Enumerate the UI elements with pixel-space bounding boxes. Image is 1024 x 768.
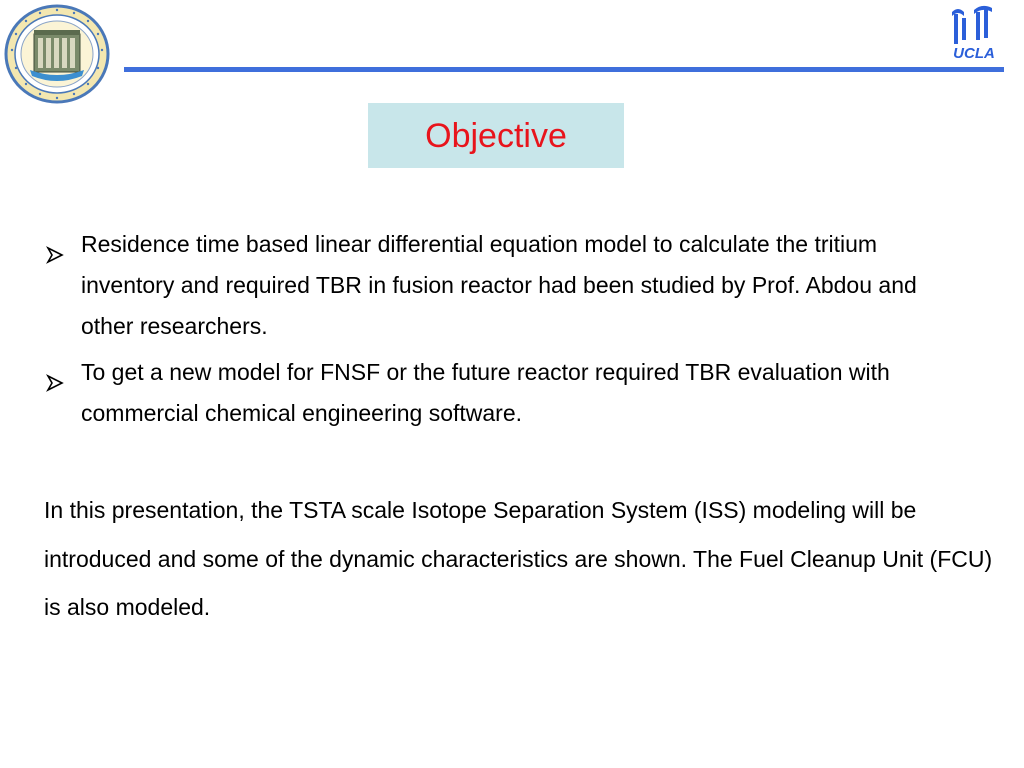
arrowhead-bullet-icon xyxy=(46,364,64,382)
header-rule xyxy=(124,67,1004,72)
bullet-item xyxy=(44,224,974,347)
slide-title: Objective xyxy=(425,116,567,155)
bullet-text: Residence time based linear differential equation model to calculate the tritium inventory and required TBR in fusion reactor had been studied by Prof. Abdou and other researchers. xyxy=(81,231,917,339)
school-seal-icon xyxy=(4,4,110,104)
bullet-text: To get a new model for FNSF or the future reactor required TBR evaluation with commercial chemical engineering software. xyxy=(81,359,890,426)
body-paragraph: In this presentation, the TSTA scale Isotope Separation System (ISS) modeling will be introduced and some of the dynamic characteristics are shown. The Fuel Cleanup Unit (FCU) is also modeled. xyxy=(44,497,993,620)
bullet-item xyxy=(44,352,974,434)
title-box xyxy=(368,103,624,168)
ucla-logo-icon xyxy=(948,4,1000,62)
bullet-list xyxy=(44,224,974,439)
ucla-logo-text: UCLA xyxy=(953,45,995,62)
arrowhead-bullet-icon xyxy=(46,236,64,254)
